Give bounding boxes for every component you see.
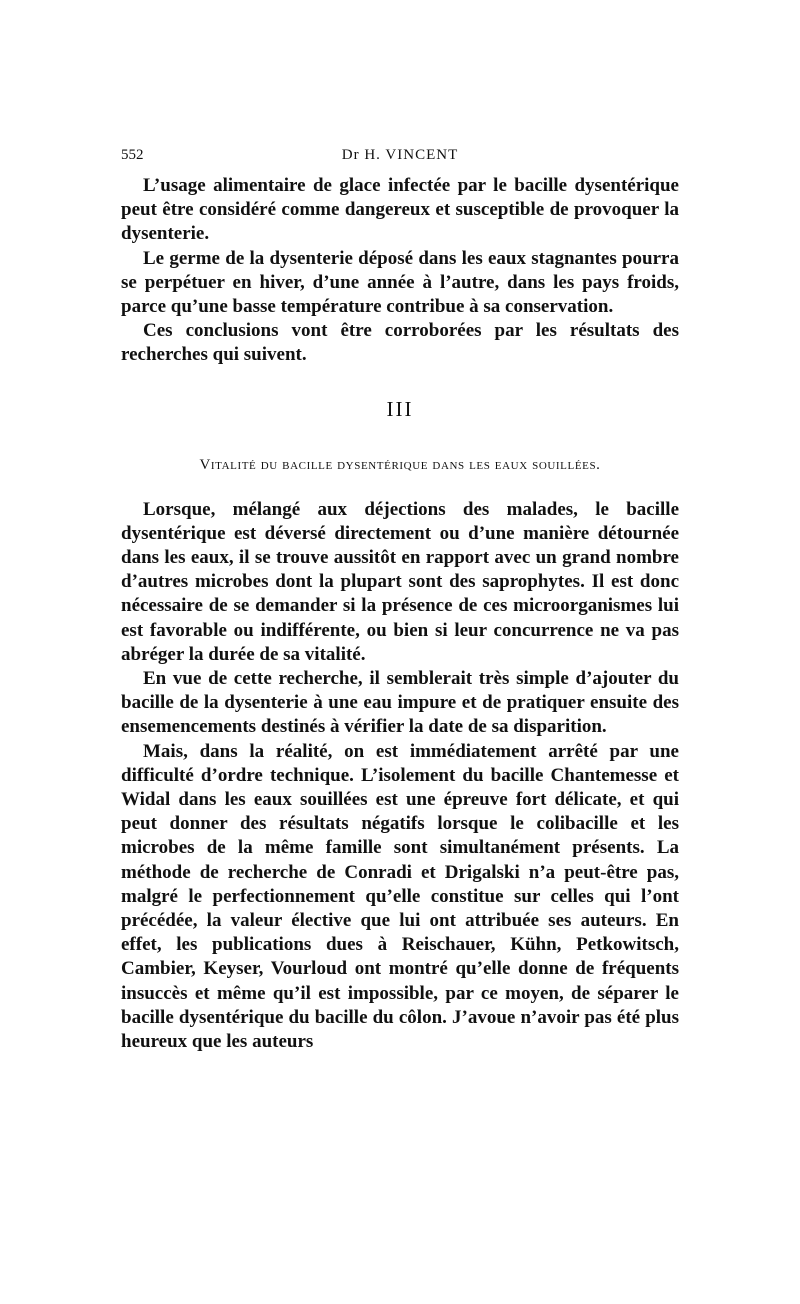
paragraph-glace: L’usage alimentaire de glace infectée par le bacille dysentérique peut être considéré comme dangereux et susceptible de provoquer la dysenterie.: [121, 175, 679, 245]
section-title: Vitalité du bacille dysentérique dans les eaux souillées.: [199, 456, 601, 473]
page-number: 552: [121, 147, 144, 163]
paragraph-conclusions: Ces conclusions vont être corroborées par les résultats des recherches qui suivent.: [121, 320, 679, 366]
paragraph-en-vue: En vue de cette recherche, il semblerait très simple d’ajouter du bacille de la dysenterie à une eau impure et de pratiquer ensuite des ensemencements destinés à vérifier la date de sa disparition.: [121, 668, 679, 738]
running-head: [121, 140, 679, 170]
paragraph-eaux-stagnantes: Le germe de la dysenterie déposé dans les eaux stagnantes pourra se perpétuer en hiver, d’une année à l’autre, dans les pays froids, parce qu’une basse température contribue à sa conservation.: [121, 247, 679, 318]
paragraph-lorsque: Lorsque, mélangé aux déjections des malades, le bacille dysentérique est déversé directement ou d’une manière détournée dans les eaux, il se trouve aussitôt en rapport avec un grand nombre d’autres microbes dont la plupart sont des saprophytes. Il est donc nécessaire de se demander si la présence de ces microorganismes lui est favorable ou indifférente, ou bien si leur concurrence ne va pas abréger la durée de sa vitalité.: [121, 498, 679, 665]
running-title: Dr H. VINCENT: [341, 147, 459, 163]
section-number: III: [386, 396, 414, 421]
paragraph-mais: Mais, dans la réalité, on est immédiatement arrêté par une difficulté d’ordre technique. L’isolement du bacille Chantemesse et Widal dans les eaux souillées est une épreuve fort délicate, et qui peut donner des résultats négatifs lorsque le colibacille et les microbes de la même famille sont simultanément présents. La méthode de recherche de Conradi et Drigalski n’a peut-être pas, malgré le perfectionnement qu’elle constitue sur celles qui l’ont précédée, la valeur élective que lui ont attribuée ses auteurs. En effet, les publications dues à Reischauer, Kühn, Petkowitsch, Cambier, Keyser, Vourloud ont montré qu’elle donne de fréquents insuccès et même qu’il est impossible, par ce moyen, de séparer le bacille dysentérique du bacille du côlon. J’avoue n’avoir pas été plus heureux que les auteurs: [121, 740, 679, 1053]
book-page: [121, 140, 679, 1054]
